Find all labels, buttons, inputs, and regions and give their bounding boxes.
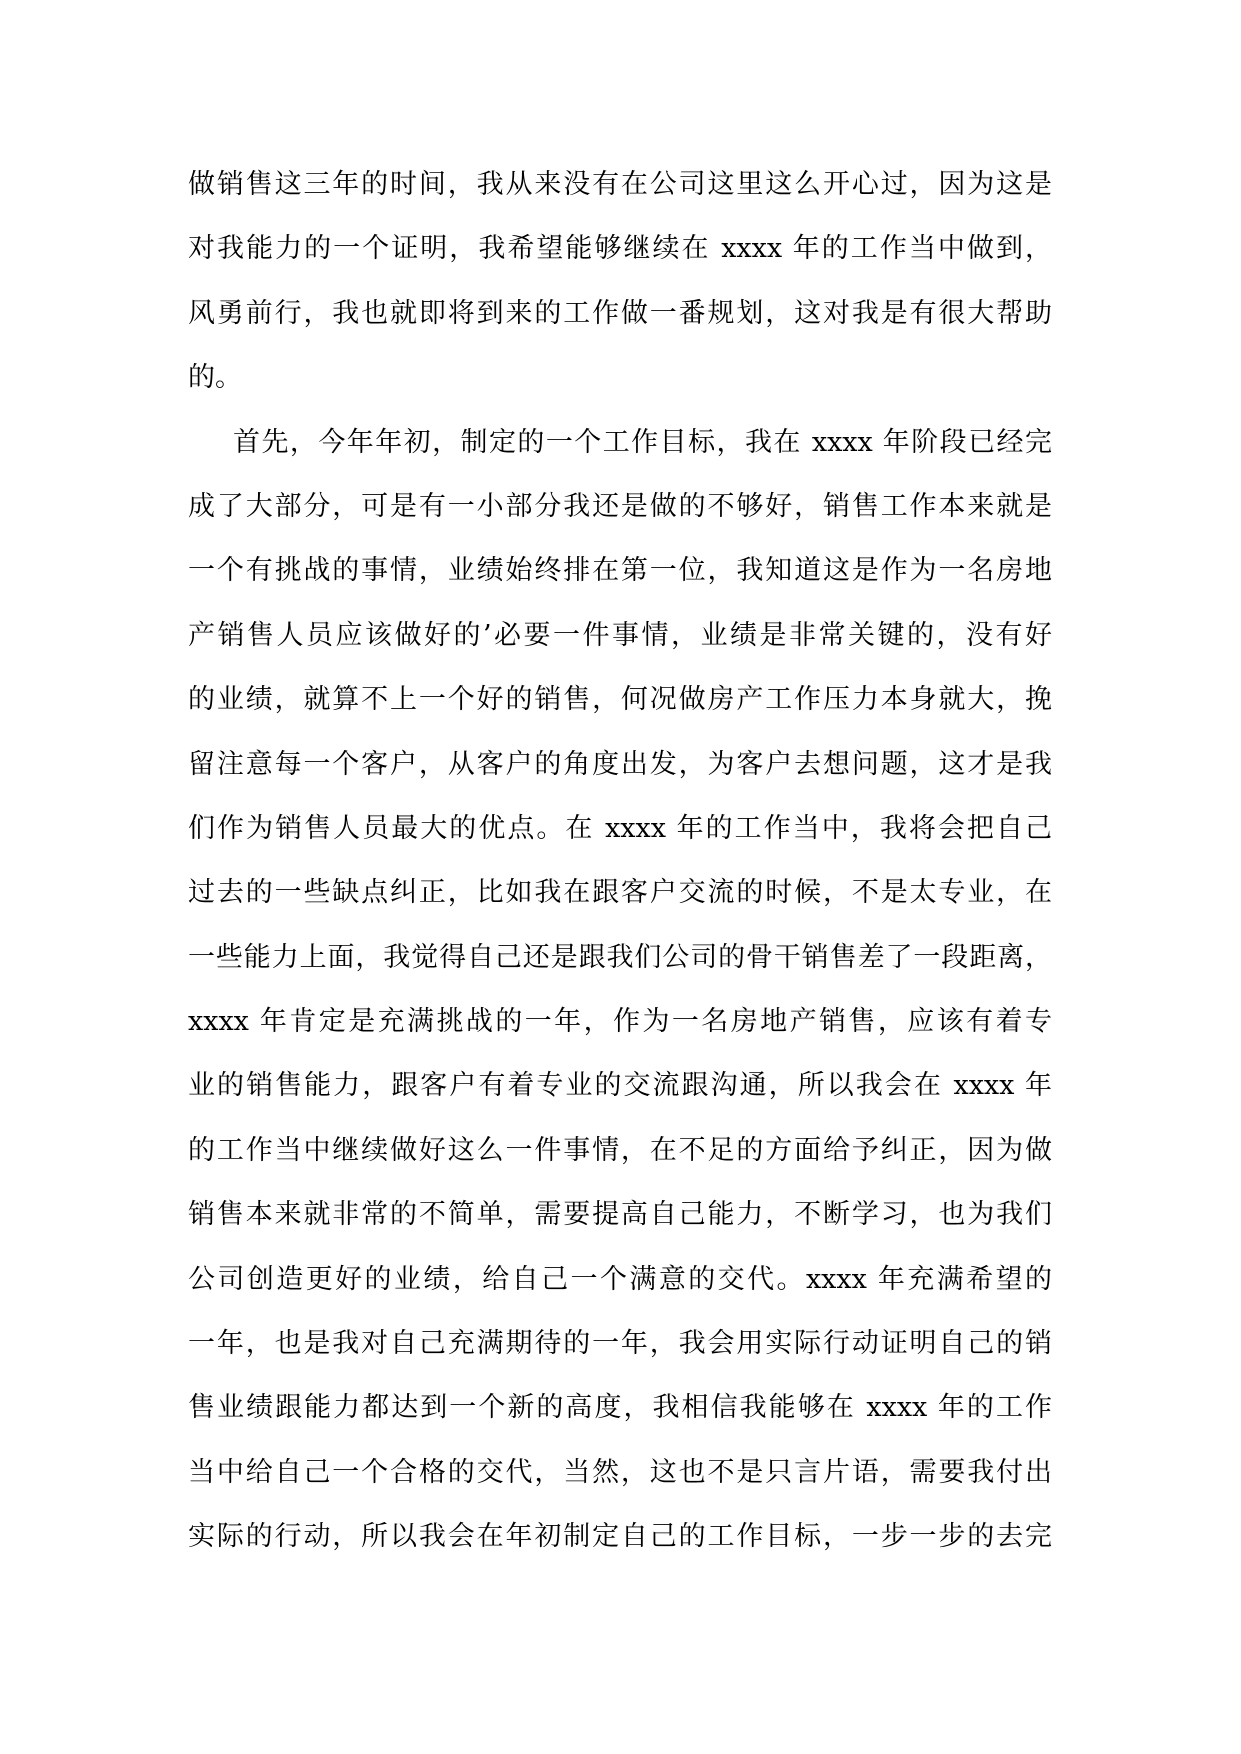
text-line: 业的销售能力，跟客户有着专业的交流跟沟通，所以我会在 xxxx 年 [188,1070,1052,1102]
text-line: 产销售人员应该做好的’必要一件事情，业绩是非常关键的，没有好 [188,619,1052,651]
text-line: 风勇前行，我也就即将到来的工作做一番规划，这对我是有很大帮助 [188,297,1052,329]
text-line: 的。 [188,362,242,394]
text-line: 留注意每一个客户，从客户的角度出发，为客户去想问题，这才是我 [188,748,1052,780]
text-line: 的工作当中继续做好这么一件事情，在不足的方面给予纠正，因为做 [188,1134,1052,1166]
text-line: 一年，也是我对自己充满期待的一年，我会用实际行动证明自己的销 [188,1328,1052,1360]
text-line: 售业绩跟能力都达到一个新的高度，我相信我能够在 xxxx 年的工作 [188,1392,1052,1424]
text-line: 一些能力上面，我觉得自己还是跟我们公司的骨干销售差了一段距离， [188,941,1052,973]
text-line: 做销售这三年的时间，我从来没有在公司这里这么开心过，因为这是 [188,169,1052,200]
text-line: 公司创造更好的业绩，给自己一个满意的交代。xxxx 年充满希望的 [188,1263,1052,1295]
text-line: 的业绩，就算不上一个好的销售，何况做房产工作压力本身就大，挽 [188,684,1052,716]
paragraph-2 [188,411,1052,1570]
text-line: 销售本来就非常的不简单，需要提高自己能力，不断学习，也为我们 [188,1199,1052,1231]
text-line: 一个有挑战的事情，业绩始终排在第一位，我知道这是作为一名房地 [188,555,1052,587]
text-line: 过去的一些缺点纠正，比如我在跟客户交流的时候，不是太专业，在 [188,877,1052,909]
text-line: 对我能力的一个证明，我希望能够继续在 xxxx 年的工作当中做到， [188,233,1052,265]
text-line: 实际的行动，所以我会在年初制定自己的工作目标，一步一步的去完 [188,1521,1052,1553]
document-body [188,153,1052,1570]
text-line: 成了大部分，可是有一小部分我还是做的不够好，销售工作本来就是 [188,490,1052,522]
text-line: 首先，今年年初，制定的一个工作目标，我在 xxxx 年阶段已经完 [233,426,1052,458]
paragraph-1 [188,153,1052,411]
text-line: 当中给自己一个合格的交代，当然，这也不是只言片语，需要我付出 [188,1456,1052,1488]
text-line: xxxx 年肯定是充满挑战的一年，作为一名房地产销售，应该有着专 [188,1006,1052,1038]
text-line: 们作为销售人员最大的优点。在 xxxx 年的工作当中，我将会把自己 [188,812,1052,844]
